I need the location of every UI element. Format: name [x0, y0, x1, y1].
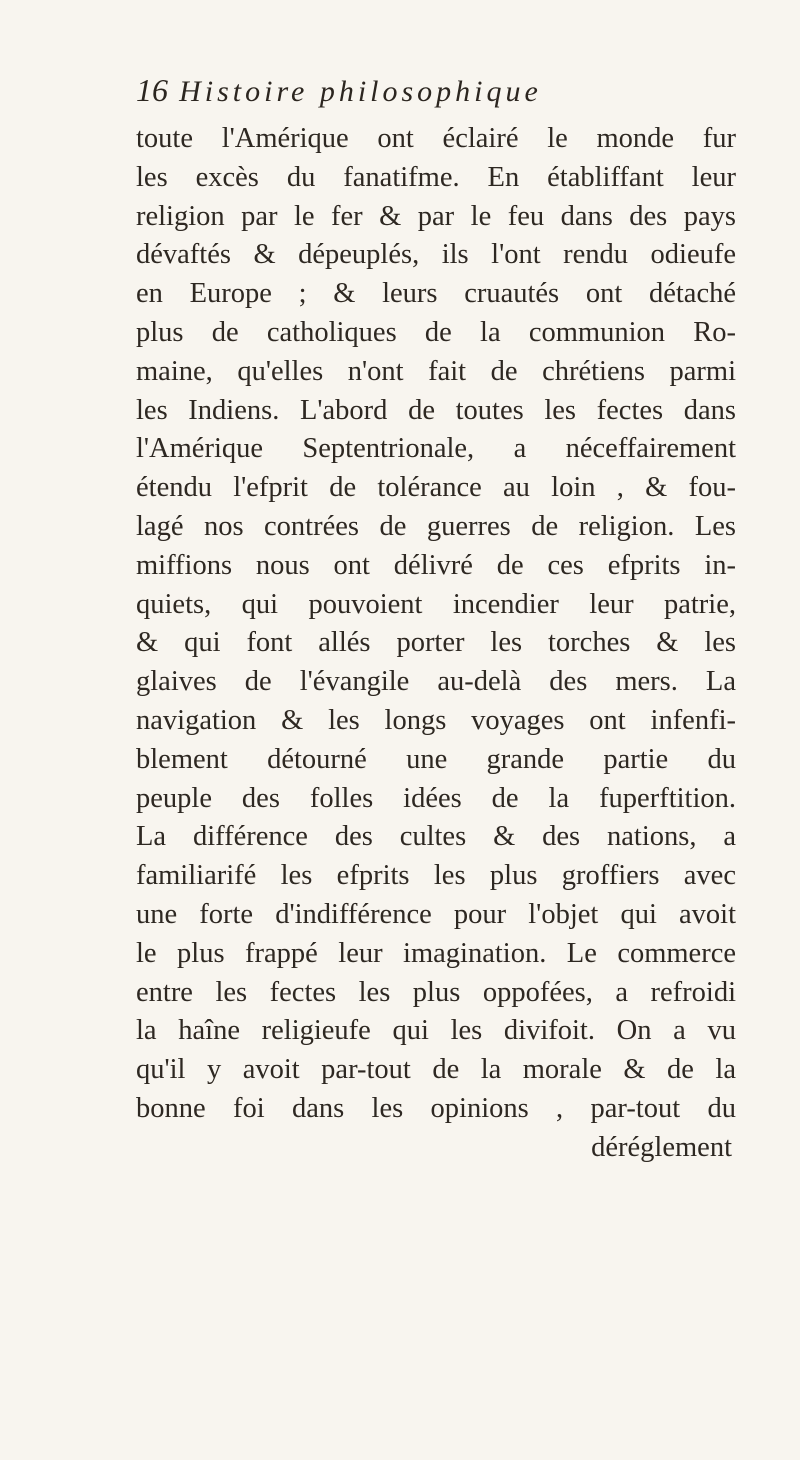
page-number: 16 [136, 72, 168, 108]
catchword: déréglement [591, 1131, 732, 1163]
text-line: entre les fectes les plus oppofées, a refroidi [136, 976, 736, 1008]
text-line: bonne foi dans les opinions , par-tout du [136, 1092, 736, 1124]
text-line: une forte d'indifférence pour l'objet qui avoit [136, 898, 736, 930]
text-line: plus de catholiques de la communion Ro- [136, 316, 736, 348]
text-line: en Europe ; & leurs cruautés ont détaché [136, 278, 736, 310]
text-line: toute l'Amérique ont éclairé le monde fur [136, 123, 736, 154]
text-line: le plus frappé leur imagination. Le commerce [136, 937, 736, 969]
running-header [136, 72, 736, 116]
text-line: miffions nous ont délivré de ces efprits in- [136, 549, 736, 581]
running-title: Histoire philosophique [179, 75, 542, 108]
text-line: la haîne religieufe qui les divifoit. On a vu [136, 1015, 736, 1047]
text-line: blement détourné une grande partie du [136, 743, 736, 775]
text-line: lagé nos contrées de guerres de religion. Les [136, 510, 736, 542]
text-line: La différence des cultes & des nations, a [136, 821, 736, 853]
text-line: & qui font allés porter les torches & les [136, 627, 736, 659]
text-line: religion par le fer & par le feu dans des pays [136, 200, 736, 232]
text-line: l'Amérique Septentrionale, a néceffairement [136, 433, 736, 465]
text-line: les excès du fanatifme. En établiffant leur [136, 161, 736, 193]
text-line: navigation & les longs voyages ont infenfi- [136, 704, 736, 736]
text-line: peuple des folles idées de la fuperftition. [136, 782, 736, 814]
text-line: les Indiens. L'abord de toutes les fectes dans [136, 394, 736, 426]
text-line: familiarifé les efprits les plus groffiers avec [136, 860, 736, 892]
text-line: maine, qu'elles n'ont fait de chrétiens parmi [136, 355, 736, 387]
text-line: étendu l'efprit de tolérance au loin , & fou- [136, 472, 736, 504]
text-line: dévaftés & dépeuplés, ils l'ont rendu odieufe [136, 239, 736, 271]
text-line: quiets, qui pouvoient incendier leur patrie, [136, 588, 736, 620]
text-line: qu'il y avoit par-tout de la morale & de la [136, 1054, 736, 1086]
body-text [136, 120, 736, 1168]
text-line: glaives de l'évangile au-delà des mers. La [136, 666, 736, 698]
